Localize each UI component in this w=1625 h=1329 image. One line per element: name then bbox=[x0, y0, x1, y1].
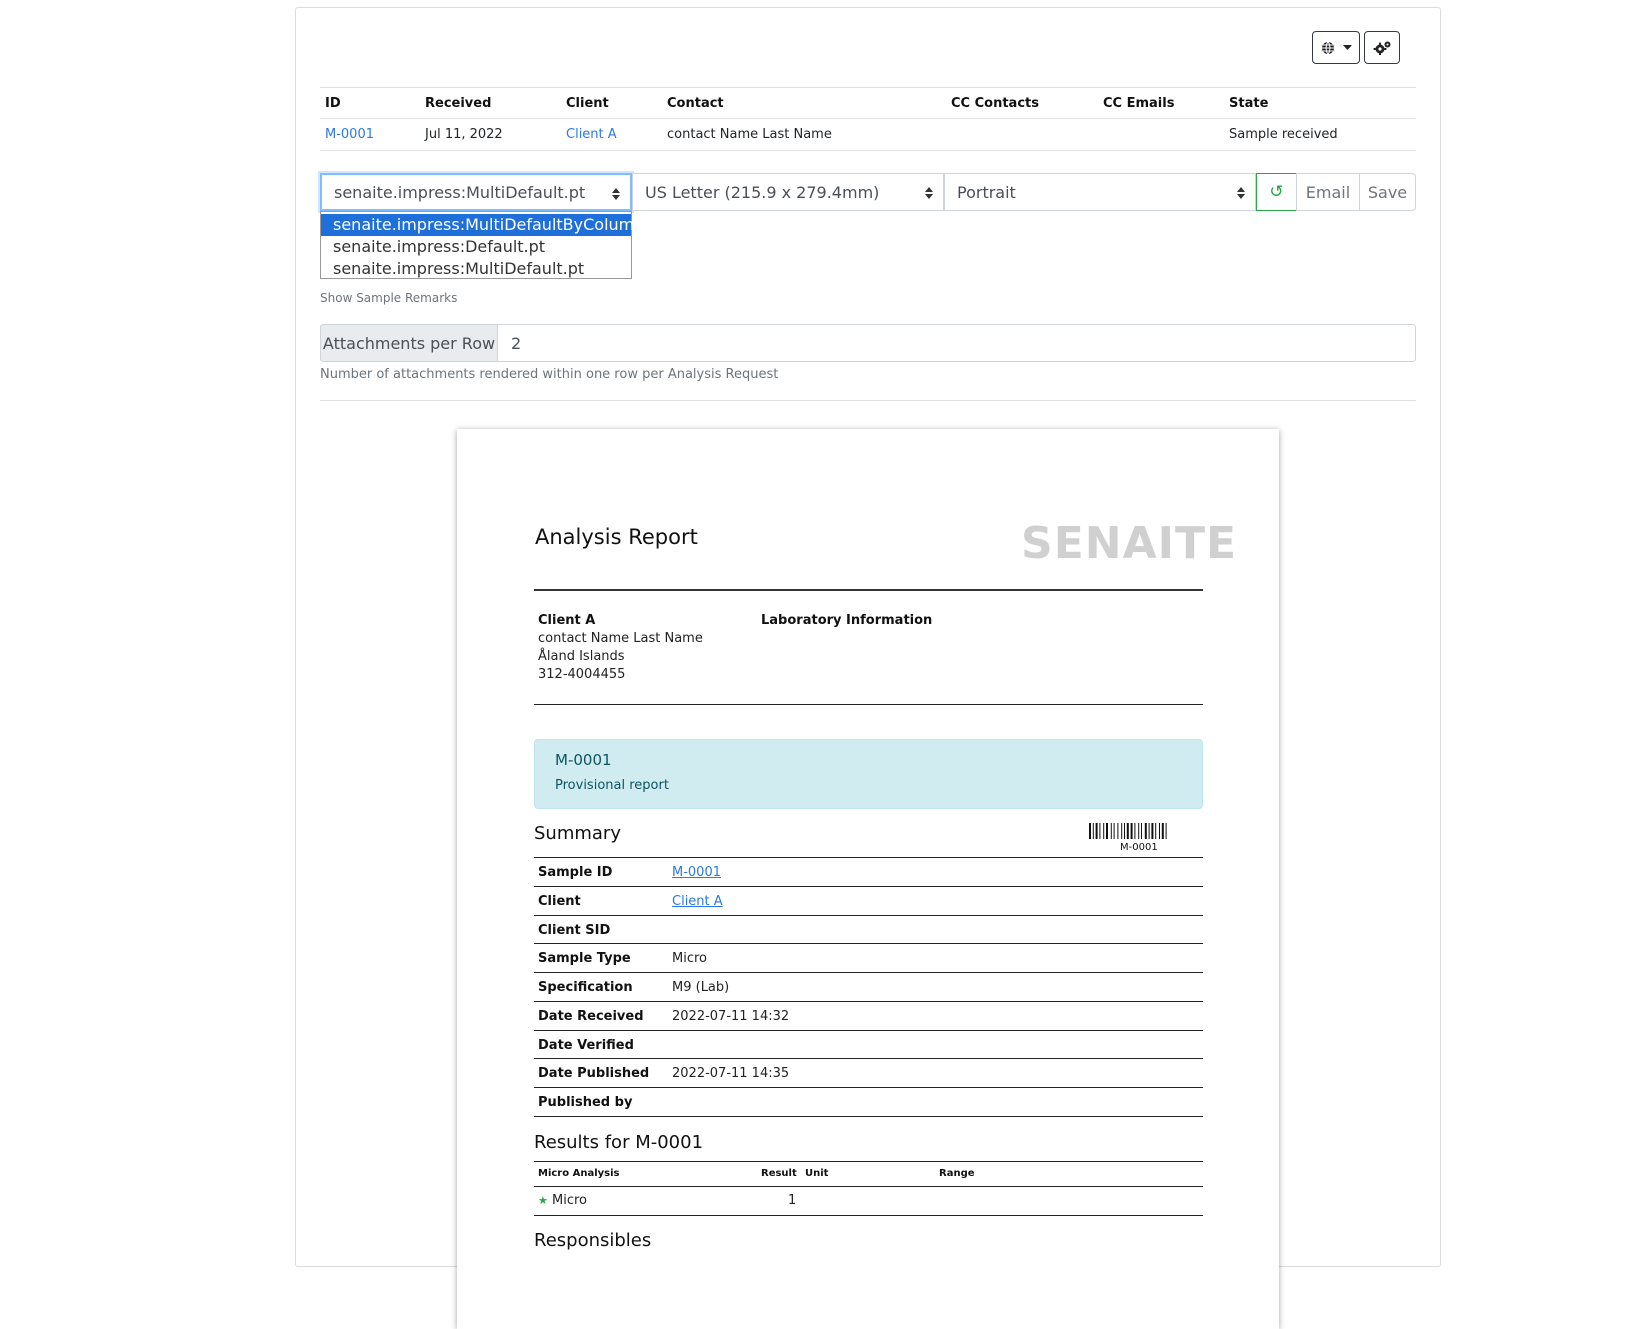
barcode-bar bbox=[1096, 823, 1098, 839]
report-status-alert bbox=[534, 739, 1203, 809]
column-header-state[interactable]: State bbox=[1229, 95, 1269, 111]
summary-row-rule bbox=[534, 1001, 1203, 1002]
barcode-bar bbox=[1099, 823, 1100, 839]
barcode-bar bbox=[1141, 823, 1142, 839]
summary-label: Published by bbox=[538, 1095, 633, 1110]
attachments-per-row-input[interactable]: 2 bbox=[497, 324, 1416, 362]
barcode-bar bbox=[1124, 823, 1125, 839]
barcode-image bbox=[1089, 823, 1193, 839]
contact-cell: contact Name Last Name bbox=[667, 127, 832, 142]
summary-row-rule bbox=[534, 1058, 1203, 1059]
results-top-rule bbox=[534, 1161, 1203, 1162]
barcode-bar bbox=[1138, 823, 1139, 839]
results-header-result: Result bbox=[761, 1168, 797, 1179]
received-cell: Jul 11, 2022 bbox=[425, 127, 503, 142]
barcode-bar bbox=[1151, 823, 1153, 839]
summary-value: M9 (Lab) bbox=[672, 980, 730, 995]
save-button[interactable]: Save bbox=[1359, 173, 1416, 211]
barcode-bar bbox=[1134, 823, 1135, 839]
header-rule bbox=[534, 589, 1203, 591]
results-header-rule bbox=[534, 1186, 1203, 1187]
summary-client-link[interactable]: Client A bbox=[672, 893, 723, 909]
barcode-bar bbox=[1111, 823, 1112, 839]
attachments-help-text: Number of attachments rendered within one row per Analysis Request bbox=[320, 367, 779, 382]
summary-value: 2022-07-11 14:35 bbox=[672, 1066, 790, 1082]
template-select-value: senaite.impress:MultiDefault.pt bbox=[334, 182, 586, 202]
laboratory-information-label: Laboratory Information bbox=[761, 613, 933, 628]
barcode-bar bbox=[1093, 823, 1094, 839]
responsibles-title: Responsibles bbox=[534, 1230, 652, 1251]
paper-format-select[interactable] bbox=[632, 173, 944, 211]
select-caret-icon bbox=[612, 187, 620, 201]
results-title: Results for M-0001 bbox=[534, 1132, 704, 1153]
results-header-range: Range bbox=[939, 1168, 975, 1179]
chevron-down-icon bbox=[1343, 45, 1352, 51]
star-icon: ★ bbox=[538, 1194, 548, 1207]
refresh-icon: ↺ bbox=[1269, 182, 1284, 202]
barcode-bar bbox=[1106, 823, 1108, 839]
barcode-bar bbox=[1117, 823, 1118, 839]
template-dropdown-list bbox=[320, 211, 666, 279]
summary-label: Client bbox=[538, 893, 581, 909]
orientation-select[interactable] bbox=[944, 173, 1256, 211]
client-contact: contact Name Last Name bbox=[538, 631, 703, 646]
sample-id-link[interactable]: M-0001 bbox=[325, 127, 374, 142]
barcode-bar bbox=[1159, 823, 1160, 839]
barcode-bar bbox=[1127, 823, 1129, 839]
barcode-bar bbox=[1103, 823, 1104, 839]
alert-status-text: Provisional report bbox=[555, 778, 669, 793]
paper-format-value: US Letter (215.9 x 279.4mm) bbox=[645, 182, 880, 202]
column-header-client[interactable]: Client bbox=[566, 95, 609, 111]
summary-label: Specification bbox=[538, 980, 633, 995]
cc-emails-cell bbox=[1098, 119, 1224, 151]
samples-table bbox=[320, 87, 1416, 151]
results-header-analysis: Micro Analysis bbox=[538, 1168, 620, 1179]
results-bottom-rule bbox=[534, 1215, 1203, 1216]
table-header-row bbox=[320, 88, 1416, 119]
summary-sample-id-link[interactable]: M-0001 bbox=[672, 865, 721, 880]
result-value: 1 bbox=[788, 1193, 797, 1208]
barcode-bar bbox=[1114, 823, 1115, 839]
summary-row-rule bbox=[534, 1030, 1203, 1031]
summary-label: Sample Type bbox=[538, 951, 631, 967]
address-rule bbox=[534, 704, 1203, 705]
column-header-cc-contacts[interactable]: CC Contacts bbox=[951, 95, 1039, 111]
settings-button[interactable] bbox=[1364, 31, 1400, 64]
barcode-bar bbox=[1149, 823, 1150, 839]
client-link[interactable]: Client A bbox=[566, 127, 617, 142]
summary-value: 2022-07-11 14:32 bbox=[672, 1008, 790, 1024]
barcode-bar bbox=[1131, 823, 1133, 839]
template-option[interactable]: senaite.impress:MultiDefaultByColumn.pt bbox=[321, 214, 631, 236]
email-button[interactable]: Email bbox=[1296, 173, 1360, 211]
globe-icon bbox=[1321, 41, 1335, 55]
client-country: Åland Islands bbox=[538, 649, 625, 664]
summary-label: Date Received bbox=[538, 1008, 644, 1024]
summary-label: Date Published bbox=[538, 1066, 650, 1082]
barcode-bar bbox=[1121, 823, 1122, 839]
cc-contacts-cell bbox=[946, 119, 1098, 151]
summary-row-rule bbox=[534, 972, 1203, 973]
barcode-bar bbox=[1155, 823, 1156, 839]
orientation-value: Portrait bbox=[957, 182, 1016, 202]
result-analysis-name: Micro bbox=[552, 1193, 588, 1208]
column-header-id[interactable]: ID bbox=[325, 95, 341, 111]
result-row bbox=[538, 1193, 587, 1208]
summary-label: Sample ID bbox=[538, 865, 613, 880]
state-cell: Sample received bbox=[1229, 127, 1338, 142]
barcode-bar bbox=[1166, 823, 1167, 839]
column-header-received[interactable]: Received bbox=[425, 95, 492, 111]
show-remarks-label[interactable]: Show Sample Remarks bbox=[320, 291, 458, 305]
template-option[interactable]: senaite.impress:MultiDefault.pt bbox=[333, 259, 585, 278]
summary-value: Micro bbox=[672, 951, 707, 967]
attachments-per-row-label: Attachments per Row bbox=[320, 324, 498, 362]
column-header-cc-emails[interactable]: CC Emails bbox=[1103, 95, 1175, 111]
summary-label: Client SID bbox=[538, 922, 611, 938]
summary-label: Date Verified bbox=[538, 1037, 634, 1053]
select-caret-icon bbox=[1237, 186, 1245, 200]
client-phone: 312-4004455 bbox=[538, 667, 626, 682]
summary-row-rule bbox=[534, 1087, 1203, 1088]
template-select[interactable] bbox=[320, 173, 632, 211]
divider bbox=[320, 400, 1416, 401]
barcode-text: M-0001 bbox=[1120, 842, 1158, 853]
client-name: Client A bbox=[538, 613, 596, 628]
summary-row-rule bbox=[534, 1116, 1203, 1117]
barcode-bar bbox=[1145, 823, 1147, 839]
barcode-bar bbox=[1162, 823, 1164, 839]
select-caret-icon bbox=[925, 186, 933, 200]
barcode-bar bbox=[1089, 823, 1091, 839]
language-dropdown-button[interactable] bbox=[1312, 31, 1360, 64]
summary-title: Summary bbox=[534, 823, 621, 844]
results-header-unit: Unit bbox=[805, 1168, 829, 1179]
alert-sample-id: M-0001 bbox=[555, 751, 612, 769]
report-title: Analysis Report bbox=[535, 525, 698, 549]
refresh-button[interactable] bbox=[1256, 173, 1297, 211]
summary-rule bbox=[534, 857, 1203, 858]
table-row bbox=[320, 119, 1416, 151]
summary-row-rule bbox=[534, 886, 1203, 887]
template-option[interactable]: senaite.impress:Default.pt bbox=[333, 237, 546, 256]
gears-icon bbox=[1373, 40, 1392, 55]
summary-row-rule bbox=[534, 943, 1203, 944]
summary-row-rule bbox=[534, 915, 1203, 916]
senaite-logo: SENAITE bbox=[1021, 518, 1238, 569]
column-header-contact[interactable]: Contact bbox=[667, 95, 724, 111]
